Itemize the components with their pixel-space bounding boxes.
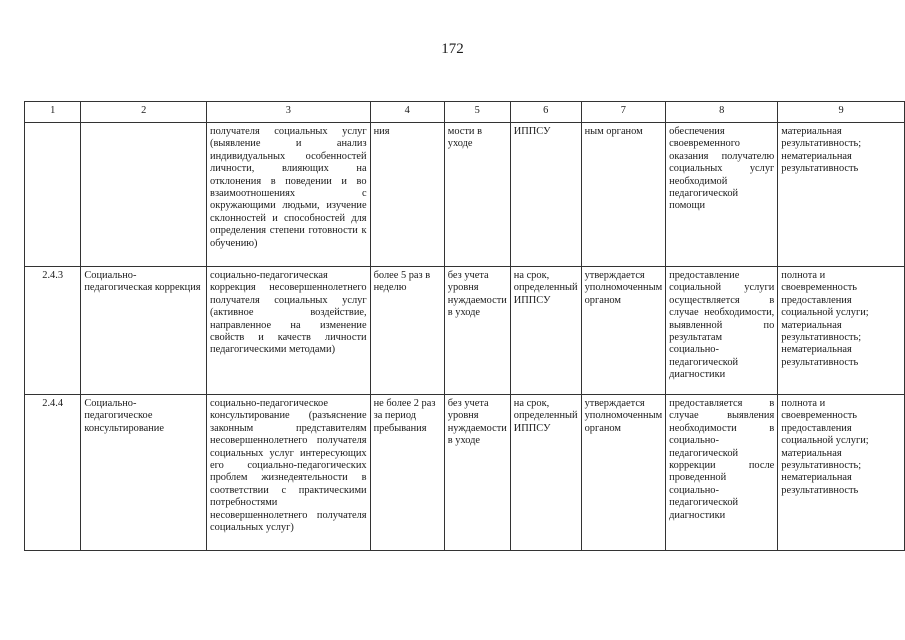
cell-tariff: утверждается уполномоченным органом: [581, 267, 666, 395]
cell-description: социально-педагогическое консультирование (разъяснение законным представителям несовершеннолетнего получателя социальных услуг интересующих его социально-педагогических проблем жизнедеятельности в соответствии с практическими потребностями несовершеннолетнего получателя социальных услуг): [207, 395, 371, 551]
cell-description: получателя социальных услуг (выявление и анализ индивидуальных особенностей личности, влияющих на отклонения в поведении и во взаимоотношениях с окружающими людьми, изучение склонностей и способностей для определения степени готовности к обучению): [207, 123, 371, 267]
cell-care-level: без учета уровня нуждаемости в уходе: [444, 395, 510, 551]
cell-quality-indicators: полнота и своевременность предоставления социальной услуги; материальная результативность; нематериальная результативность: [778, 267, 905, 395]
col-header-1: 1: [25, 102, 81, 123]
col-header-2: 2: [81, 102, 207, 123]
cell-service-name: [81, 123, 207, 267]
col-header-8: 8: [666, 102, 778, 123]
cell-frequency: не более 2 раз за период пребывания: [370, 395, 444, 551]
cell-frequency: более 5 раз в неделю: [370, 267, 444, 395]
cell-term: на срок, определенный ИППСУ: [510, 395, 581, 551]
col-header-9: 9: [778, 102, 905, 123]
col-header-4: 4: [370, 102, 444, 123]
cell-conditions: обеспечения своевременного оказания получателю социальных услуг необходимой педагогической помощи: [666, 123, 778, 267]
cell-quality-indicators: материальная результативность; нематериальная результативность: [778, 123, 905, 267]
header-row: [25, 102, 905, 123]
cell-tariff: ным органом: [581, 123, 666, 267]
cell-service-name: Социально-педагогическое консультирование: [81, 395, 207, 551]
cell-quality-indicators: полнота и своевременность предоставления социальной услуги; материальная результативность; нематериальная результативность: [778, 395, 905, 551]
table-row: [25, 267, 905, 395]
cell-tariff: утверждается уполномоченным органом: [581, 395, 666, 551]
cell-care-level: без учета уровня нуждаемости в уходе: [444, 267, 510, 395]
table-row: [25, 123, 905, 267]
cell-description: социально-педагогическая коррекция несовершеннолетнего получателя социальных услуг (активное воздействие, направленное на изменение свойств и качеств личности педагогическими методами): [207, 267, 371, 395]
col-header-5: 5: [444, 102, 510, 123]
cell-care-level: мости в уходе: [444, 123, 510, 267]
cell-number: 2.4.3: [25, 267, 81, 395]
page-number: 172: [441, 41, 464, 57]
cell-conditions: предоставляется в случае выявления необходимости в социально-педагогической коррекции после проведенной социально-педагогической диагностики: [666, 395, 778, 551]
cell-term: ИППСУ: [510, 123, 581, 267]
services-table: [24, 101, 905, 551]
cell-service-name: Социально-педагогическая коррекция: [81, 267, 207, 395]
table-row: [25, 395, 905, 551]
cell-term: на срок, определенный ИППСУ: [510, 267, 581, 395]
col-header-7: 7: [581, 102, 666, 123]
cell-conditions: предоставление социальной услуги осуществляется в случае необходимости, выявленной по результатам социально-педагогической диагностики: [666, 267, 778, 395]
col-header-3: 3: [207, 102, 371, 123]
cell-number: 2.4.4: [25, 395, 81, 551]
cell-frequency: ния: [370, 123, 444, 267]
col-header-6: 6: [510, 102, 581, 123]
cell-number: [25, 123, 81, 267]
